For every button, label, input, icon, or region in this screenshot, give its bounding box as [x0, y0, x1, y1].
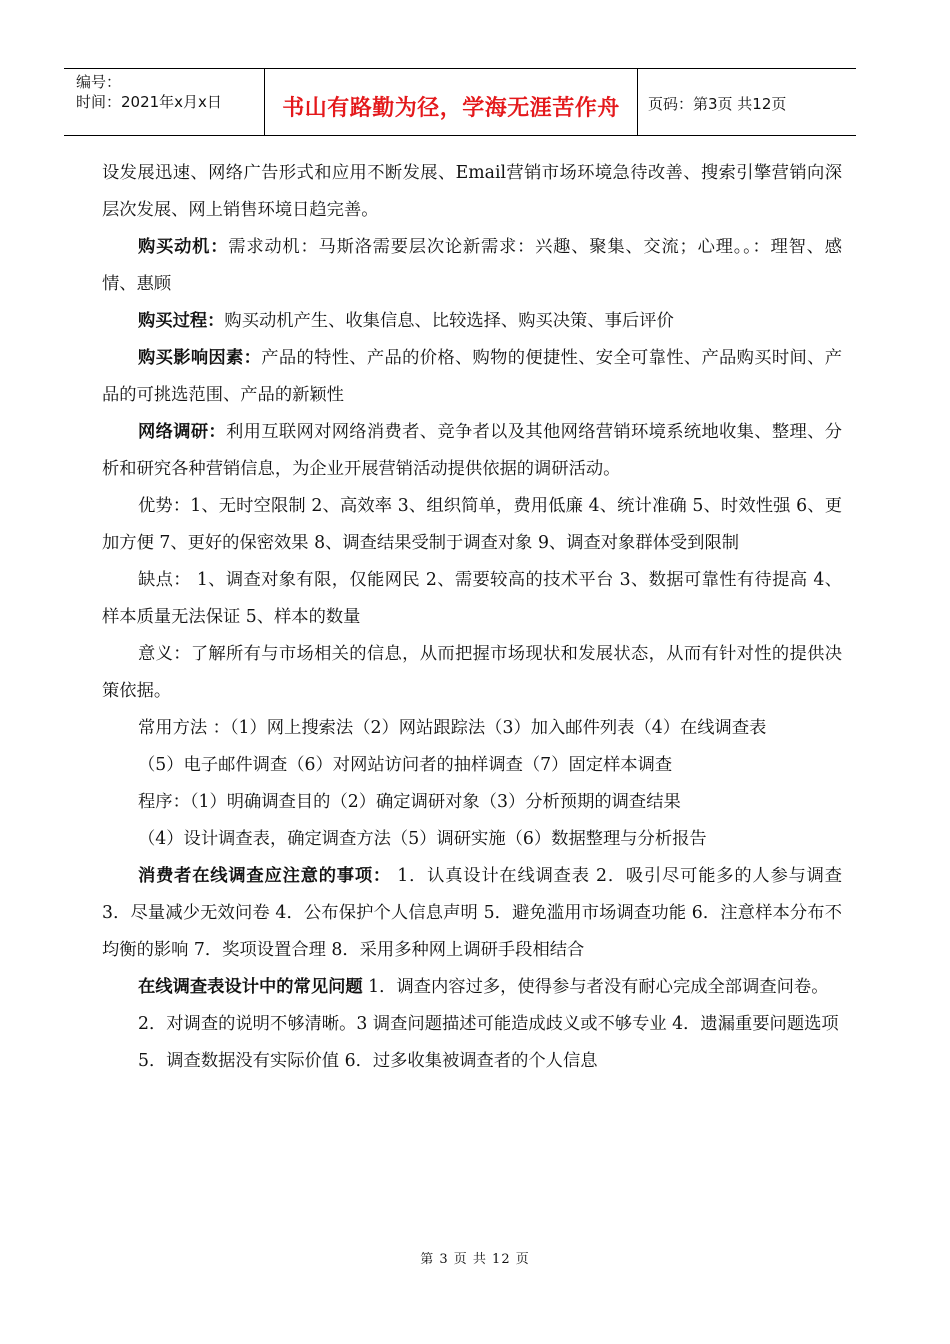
paragraph-lead: 购买影响因素：: [138, 348, 262, 368]
paragraph: 在线调查表设计中的常见问题 1．调查内容过多，使得参与者没有耐心完成全部调查问卷。: [138, 977, 829, 997]
paragraph: （5）电子邮件调查（6）对网站访问者的抽样调查（7）固定样本调查: [138, 755, 673, 775]
document-body: [102, 155, 842, 1080]
header-time: 时间：2021年x月x日: [76, 93, 222, 111]
paragraph: 常用方法 ：（1）网上搜索法（2）网站跟踪法（3）加入邮件列表（4）在线调查表: [138, 718, 767, 738]
header-page-info: 页码：第3页 共12页: [648, 95, 787, 113]
paragraph-lead: 在线调查表设计中的常见问题: [138, 977, 363, 997]
paragraph-lead: 消费者在线调查应注意的事项：: [138, 866, 391, 886]
header-number-label: 编号：: [76, 73, 122, 91]
header-meta-cell: [64, 69, 265, 135]
paragraph: 缺点： 1、调查对象有限，仅能网民 2、需要较高的技术平台 3、数据可靠性有待提高 4、样本质量无法保证 5、样本的数量: [102, 570, 842, 627]
header-motto-cell: [265, 69, 638, 135]
paragraph: 网络调研：利用互联网对网络消费者、竞争者以及其他网络营销环境系统地收集、整理、分析和研究各种营销信息，为企业开展营销活动提供依据的调研活动。: [102, 422, 842, 479]
paragraph-lead: 网络调研：: [138, 422, 227, 442]
paragraph: 购买影响因素：产品的特性、产品的价格、购物的便捷性、安全可靠性、产品购买时间、产品的可挑选范围、产品的新颖性: [102, 348, 842, 405]
paragraph: 2．对调查的说明不够清晰。3 调查问题描述可能造成歧义或不够专业 4．遗漏重要问题选项: [138, 1014, 839, 1034]
paragraph: 购买过程：购买动机产生、收集信息、比较选择、购买决策、事后评价: [138, 311, 674, 331]
paragraph: 设发展迅速、网络广告形式和应用不断发展、Email营销市场环境急待改善、搜索引擎营销向深层次发展、网上销售环境日趋完善。: [102, 163, 842, 220]
paragraph-lead: 购买过程：: [138, 311, 225, 331]
paragraph: 购买动机：需求动机：马斯洛需要层次论新需求：兴趣、聚集、交流；心理。。：理智、感情、惠顾: [102, 237, 842, 294]
paragraph: （4）设计调查表，确定调查方法（5）调研实施（6）数据整理与分析报告: [138, 829, 707, 849]
paragraph-lead: 购买动机：: [138, 237, 229, 257]
paragraph: 5．调查数据没有实际价值 6．过多收集被调查者的个人信息: [138, 1051, 598, 1071]
page-footer: 第 3 页 共 12 页: [420, 1252, 530, 1267]
header-motto: 书山有路勤为径，学海无涯苦作舟: [282, 96, 620, 121]
paragraph: 消费者在线调查应注意的事项： 1．认真设计在线调查表 2．吸引尽可能多的人参与调查 3．尽量减少无效问卷 4．公布保护个人信息声明 5．避免滥用市场调查功能 6．注意样本分布不均衡的影响 7．奖项设置合理 8．采用多种网上调研手段相结合: [102, 866, 842, 960]
paragraph: 程序：（1）明确调查目的（2）确定调研对象（3）分析预期的调查结果: [138, 792, 681, 812]
paragraph: 优势：1、无时空限制 2、高效率 3、组织简单，费用低廉 4、统计准确 5、时效性强 6、更加方便 7、更好的保密效果 8、调查结果受制于调查对象 9、调查对象群体受到限制: [102, 496, 842, 553]
header-page-cell: [638, 69, 856, 135]
page-header: [64, 68, 856, 136]
paragraph: 意义：了解所有与市场相关的信息，从而把握市场现状和发展状态，从而有针对性的提供决策依据。: [102, 644, 842, 701]
